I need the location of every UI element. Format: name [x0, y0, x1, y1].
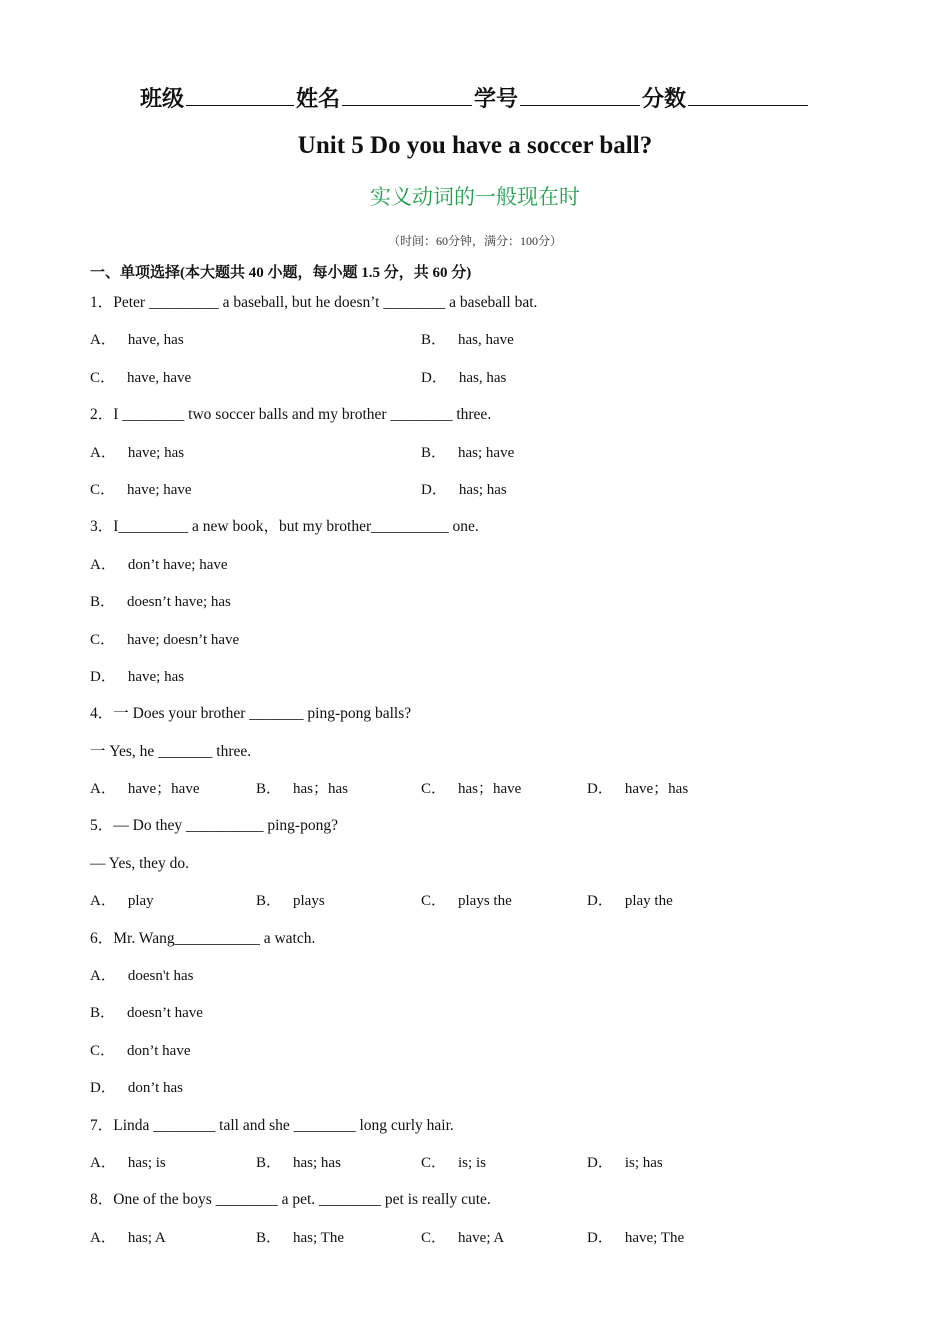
question-7-option-d[interactable]: D． is; has	[587, 1154, 663, 1171]
page-title: Unit 5 Do you have a soccer ball?	[297, 132, 653, 159]
question-3-stem: 3．I_________ a new book，but my brother__________ one.	[90, 518, 479, 536]
question-1-options-row-2	[90, 365, 870, 402]
page-subtitle: 实义动词的一般现在时	[370, 185, 580, 209]
question-8-option-a[interactable]: A． has; A	[90, 1229, 166, 1246]
id-blank	[520, 83, 640, 106]
question-6-option-c[interactable]: C． don’t have	[90, 1042, 191, 1059]
question-6-option-d[interactable]: D． don’t has	[90, 1080, 183, 1097]
question-8-option-b[interactable]: B． has; The	[256, 1229, 344, 1246]
exam-timing: （时间：60分钟，满分：100分）	[387, 234, 562, 248]
question-2-stem: 2．I ________ two soccer balls and my brother ________ three.	[90, 406, 492, 424]
question-4-stem: 4．一 Does your brother _______ ping-pong balls?	[90, 705, 412, 723]
question-5-stem-reply: — Yes, they do.	[90, 854, 190, 872]
question-1-option-b[interactable]: B． has, have	[421, 332, 514, 349]
question-4-option-b[interactable]: B． has；has	[256, 781, 349, 798]
question-6-stem: 6．Mr. Wang___________ a watch.	[90, 929, 316, 947]
question-2-option-b[interactable]: B． has; have	[421, 444, 515, 461]
question-3-option-c[interactable]: C． have; doesn’t have	[90, 631, 240, 648]
question-2-options-row-2	[90, 477, 870, 514]
question-7-option-a[interactable]: A． has; is	[90, 1154, 166, 1171]
section-title: 一、单项选择(本大题共 40 小题，每小题 1.5 分，共 60 分)	[90, 265, 472, 281]
question-list	[90, 290, 870, 1262]
question-4-options	[90, 776, 870, 813]
score-label: 分数	[642, 87, 687, 112]
class-label: 班级	[139, 87, 184, 112]
question-5-options	[90, 888, 870, 925]
question-4-option-a[interactable]: A． have；have	[90, 781, 200, 798]
question-3-option-a[interactable]: A． don’t have; have	[90, 556, 228, 573]
question-8-options	[90, 1225, 870, 1262]
question-8-option-d[interactable]: D． have; The	[587, 1229, 685, 1246]
question-5-option-d[interactable]: D． play the	[587, 893, 673, 910]
name-label: 姓名	[295, 87, 340, 112]
question-7-option-b[interactable]: B． has; has	[256, 1154, 341, 1171]
question-6-option-b[interactable]: B． doesn’t have	[90, 1005, 203, 1022]
question-7-stem: 7．Linda ________ tall and she ________ long curly hair.	[90, 1116, 454, 1134]
question-7-option-c[interactable]: C． is; is	[421, 1154, 486, 1171]
question-2-option-a[interactable]: A． have; has	[90, 444, 185, 461]
question-4-stem-reply: 一 Yes, he _______ three.	[90, 742, 252, 760]
question-3-option-d[interactable]: D． have; has	[90, 668, 185, 685]
question-2-option-c[interactable]: C． have; have	[90, 481, 192, 498]
question-5-option-a[interactable]: A． play	[90, 893, 154, 910]
question-8-stem: 8．One of the boys ________ a pet. ________ pet is really cute.	[90, 1191, 491, 1209]
score-blank	[688, 83, 808, 106]
question-1-option-d[interactable]: D． has, has	[421, 369, 507, 386]
question-6-option-a[interactable]: A． doesn't has	[90, 968, 194, 985]
question-5-option-c[interactable]: C． plays the	[421, 893, 512, 910]
class-blank	[186, 83, 294, 106]
question-1-option-a[interactable]: A． have, has	[90, 332, 184, 349]
question-2-option-d[interactable]: D． has; has	[421, 481, 507, 498]
question-5-option-b[interactable]: B． plays	[256, 893, 325, 910]
id-label: 学号	[474, 87, 519, 112]
question-2-options-row-1	[90, 440, 870, 477]
question-3-option-b[interactable]: B． doesn’t have; has	[90, 594, 231, 611]
question-4-option-c[interactable]: C． has；have	[421, 781, 522, 798]
question-1-option-c[interactable]: C． have, have	[90, 369, 192, 386]
question-1-options-row-1	[90, 327, 870, 364]
question-4-option-d[interactable]: D． have；has	[587, 781, 689, 798]
name-blank	[342, 83, 472, 106]
question-1-stem: 1．Peter _________ a baseball, but he doesn’t ________ a baseball bat.	[90, 294, 538, 311]
student-info-line	[0, 82, 950, 113]
question-5-stem: 5．— Do they __________ ping-pong?	[90, 817, 338, 835]
question-7-options	[90, 1150, 870, 1187]
question-8-option-c[interactable]: C． have; A	[421, 1229, 505, 1246]
